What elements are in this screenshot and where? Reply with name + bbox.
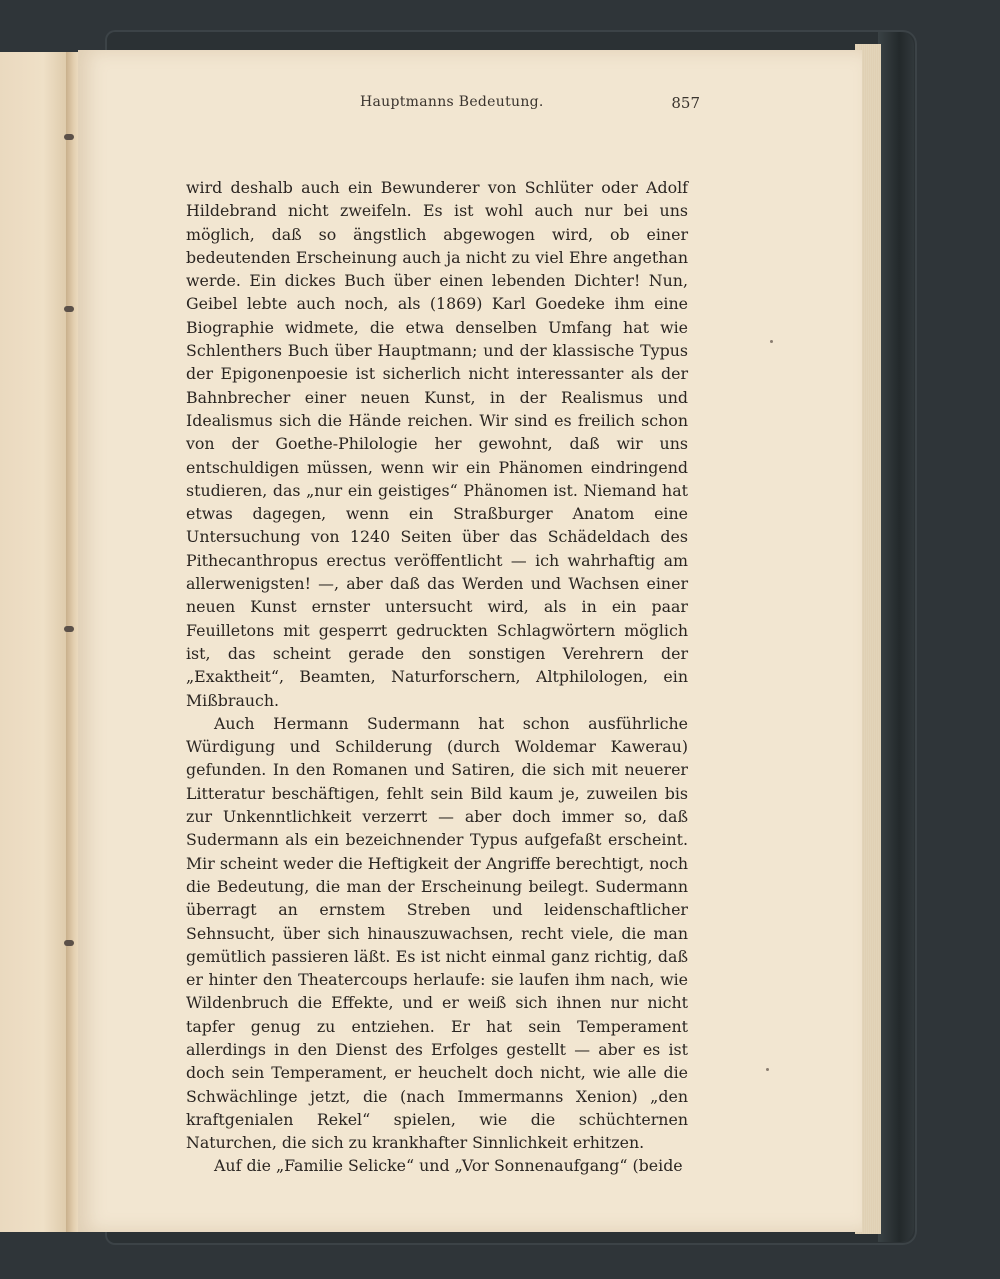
book-spine-edge	[878, 32, 914, 1242]
paper-speck	[770, 340, 773, 343]
paragraph: wird deshalb auch ein Bewunderer von Schlüter oder Adolf Hildebrand nicht zweifeln. Es ist wohl auch nur bei uns möglich, daß so ängstlich abgewogen wird, ob einer bedeutenden Erscheinung auch ja nicht zu viel Ehre angethan werde. Ein dickes Buch über einen lebenden Dichter! Nun, Geibel lebte auch noch, als (1869) Karl Goedeke ihm eine Biographie widmete, die etwa denselben Umfang hat wie Schlenthers Buch über Hauptmann; und der klassische Typus der Epigonenpoesie ist sicherlich nicht interessanter als der Bahnbrecher einer neuen Kunst, in der Realismus und Idealismus sich die Hände reichen. Wir sind es freilich schon von der Goethe-Philologie her gewohnt, daß wir uns entschuldigen müssen, wenn wir ein Phänomen eindringend studieren, das „nur ein geistiges“ Phänomen ist. Niemand hat etwas dagegen, wenn ein Straßburger Anatom eine Untersuchung von 1240 Seiten über das Schädeldach des Pithecanthropus erectus veröffentlicht — ich wahrhaftig am allerwenigsten! —, aber daß das Werden und Wachsen einer neuen Kunst ernster untersucht wird, als in ein paar Feuilletons mit gesperrt gedruckten Schlagwörtern möglich ist, das scheint gerade den sonstigen Verehrern der „Exaktheit“, Beamten, Naturforschern, Altphilologen, ein Mißbrauch.	[186, 178, 688, 710]
binding-stitch	[64, 940, 74, 946]
left-page	[0, 52, 72, 1232]
paragraph: Auch Hermann Sudermann hat schon ausführliche Würdigung und Schilderung (durch Woldemar Kawerau) gefunden. In den Romanen und Satiren, die sich mit neuerer Litteratur beschäftigen, fehlt sein Bild kaum je, zuweilen bis zur Unkenntlichkeit verzerrt — aber doch immer so, daß Sudermann als ein bezeichnender Typus aufgefaßt erscheint. Mir scheint weder die Heftigkeit der Angriffe berechtigt, noch die Bedeutung, die man der Erscheinung beilegt. Sudermann überragt an ernstem Streben und leidenschaftlicher Sehnsucht, über sich hinauszuwachsen, recht viele, die man gemütlich passieren läßt. Es ist nicht einmal ganz richtig, daß er hinter den Theatercoups herlaufe: sie laufen ihm nach, wie Wildenbruch die Effekte, und er weiß sich ihnen nur nicht tapfer genug zu entziehen. Er hat sein Temperament allerdings in den Dienst des Erfolges gestellt — aber es ist doch sein Temperament, er heuchelt doch nicht, wie alle die Schwächlinge jetzt, die (nach Immermanns Xenion) „den kraftgenialen Rekel“ spielen, wie die schüchternen Naturchen, die sich zu krankhafter Sinnlichkeit erhitzen.	[186, 713, 688, 1153]
paper-speck	[766, 1068, 769, 1071]
paragraph: Auf die „Familie Selicke“ und „Vor Sonnenaufgang“ (beide	[214, 1156, 683, 1176]
page-header	[110, 94, 700, 118]
body-text	[186, 176, 688, 1178]
page-number: 857	[671, 94, 700, 112]
binding-stitch	[64, 134, 74, 140]
running-head: Hauptmanns Bedeutung.	[360, 94, 544, 110]
binding-stitch	[64, 306, 74, 312]
binding-stitch	[64, 626, 74, 632]
